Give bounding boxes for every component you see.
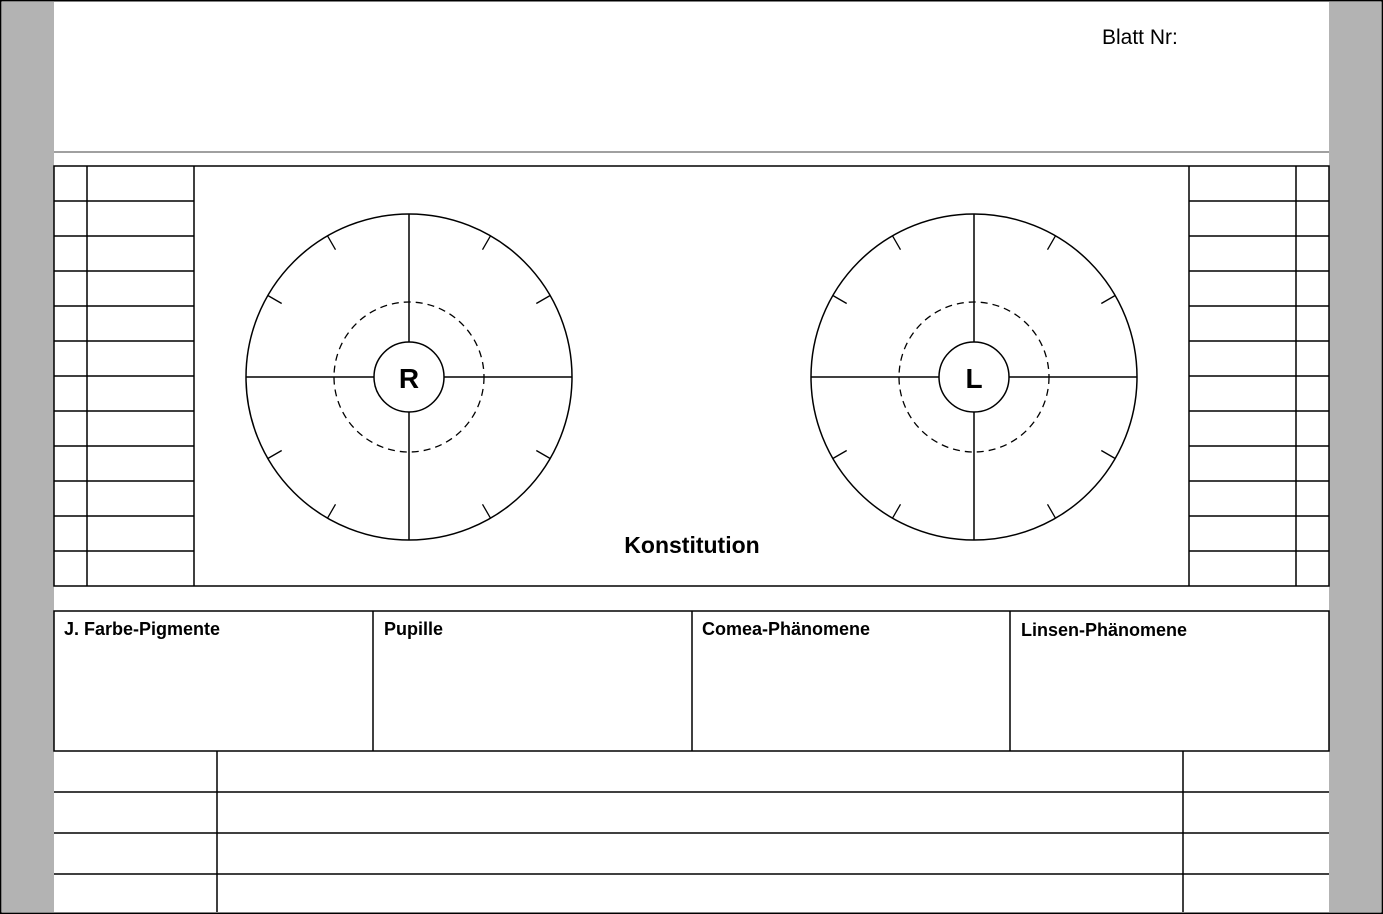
left-eye-label: L [965,363,983,394]
notes-row [54,874,1329,914]
sheet-number-label: Blatt Nr: [1102,26,1178,49]
notes-row [54,792,1329,833]
right-margin [1329,2,1381,912]
section-comea: Comea-Phänomene [702,619,871,639]
right-eye-label: R [398,363,420,394]
left-margin [2,2,54,912]
section-farbe-pigmente: J. Farbe-Pigmente [64,619,221,639]
section-linsen: Linsen-Phänomene [1021,620,1188,640]
konstitution-caption: Konstitution [624,532,760,558]
notes-row [54,833,1329,874]
section-pupille: Pupille [384,619,444,639]
notes-row [54,751,1329,792]
notes-table [54,751,1329,914]
